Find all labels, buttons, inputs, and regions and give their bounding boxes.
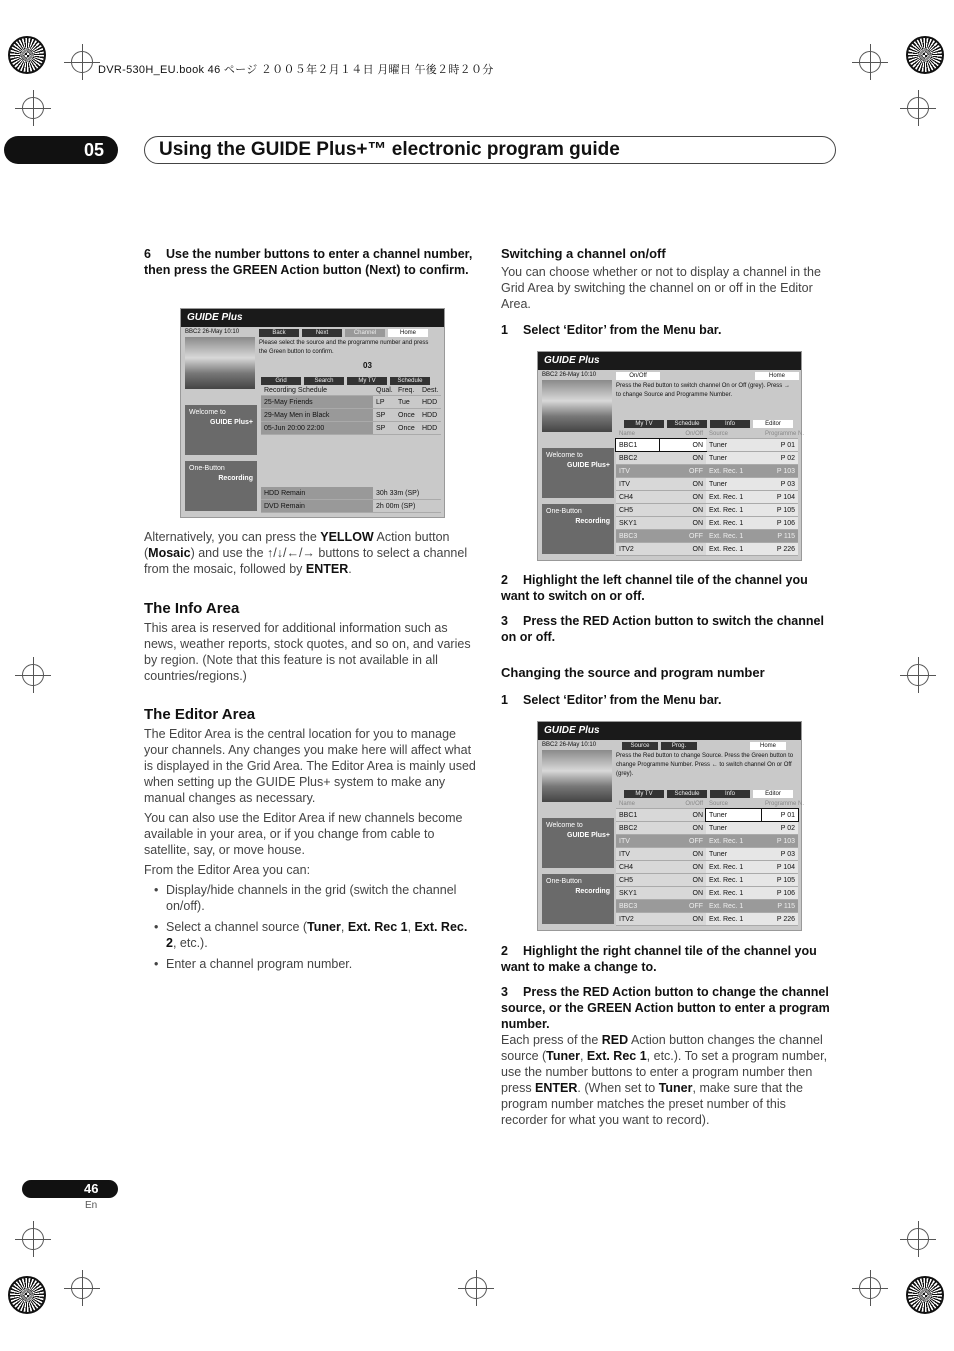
one-button-recording-tile[interactable]: One-Button Recording <box>542 504 614 554</box>
table-row[interactable]: CH5 ON Ext. Rec. 1 P 105 <box>616 874 798 887</box>
table-row[interactable]: SKY1 ON Ext. Rec. 1 P 106 <box>616 887 798 900</box>
table-row[interactable]: ITV2 ON Ext. Rec. 1 P 226 <box>616 543 798 556</box>
guide-screenshot-editor-onoff <box>537 351 805 561</box>
tab-schedule[interactable]: Schedule <box>390 377 430 385</box>
tab-home[interactable]: Home <box>388 329 428 337</box>
registration-wheel <box>8 1276 46 1314</box>
tab-next[interactable]: Next <box>302 329 342 337</box>
guide-plus-logo: GUIDE Plus <box>544 725 600 736</box>
tab-info[interactable]: Info <box>710 420 750 428</box>
table-row[interactable]: 25-May Friends LP Tue HDD <box>261 396 441 409</box>
tab-grid[interactable]: Grid <box>261 377 301 385</box>
channel-editor-table: Name On/Off Source Programme N. BBC1 ON Tuner P 01 BBC2 ON Tuner P 02 ITV OFF Ext. Rec. 1 P 103 ITV ON Tuner P 03 CH4 ON Ext. Rec. 1 P 104 CH5 ON Ext. Rec. 1 P 105 SKY1 ON Ext. Rec. 1 P 106 BBC3 OFF Ext. Rec. 1 P 115 ITV2 ON Ext. Rec. 1 P 226 <box>616 800 798 926</box>
one-button-recording-tile[interactable]: One-Button Recording <box>185 461 257 511</box>
tab-info[interactable]: Info <box>710 790 750 798</box>
table-row[interactable]: BBC2 ON Tuner P 02 <box>616 822 798 835</box>
tab-editor[interactable]: Editor <box>753 420 793 428</box>
grid-tabs <box>261 377 430 385</box>
tab-prog[interactable]: Prog. <box>661 742 697 750</box>
left-column <box>144 246 478 278</box>
registration-wheel <box>8 36 46 74</box>
table-row[interactable]: ITV ON Tuner P 03 <box>616 848 798 861</box>
channel-number-entry[interactable]: 03 <box>363 361 372 370</box>
table-row[interactable]: ITV OFF Ext. Rec. 1 P 103 <box>616 465 798 478</box>
list-item: • Display/hide channels in the grid (switch the channel on/off). <box>144 882 478 914</box>
change-section: Changing the source and program number 1 Select ‘Editor’ from the Menu bar. <box>501 665 765 707</box>
table-row[interactable]: BBC1 ON Tuner P 01 <box>616 439 798 452</box>
info-area-section: The Info Area This area is reserved for additional information such as news, weather reports, stock quotes, and so on, and varies by region. (Note that this feature is not available in all countries/regions.) <box>144 601 478 684</box>
table-row[interactable]: BBC1 ON Tuner P 01 <box>616 809 798 822</box>
channel-editor-table: Name On/Off Source Programme N. BBC1 ON Tuner P 01 BBC2 ON Tuner P 02 ITV OFF Ext. Rec. 1 P 103 ITV ON Tuner P 03 CH4 ON Ext. Rec. 1 P 104 CH5 ON Ext. Rec. 1 P 105 SKY1 ON Ext. Rec. 1 P 106 BBC3 OFF Ext. Rec. 1 P 115 ITV2 ON Ext. Rec. 1 P 226 <box>616 430 798 556</box>
table-row[interactable]: ITV OFF Ext. Rec. 1 P 103 <box>616 835 798 848</box>
tab-mytv[interactable]: My TV <box>624 790 664 798</box>
crosshair-mark <box>859 51 881 73</box>
crosshair-mark <box>71 1277 93 1299</box>
editor-area-heading: The Editor Area <box>144 706 256 723</box>
tab-mytv[interactable]: My TV <box>624 420 664 428</box>
chapter-title: Using the GUIDE Plus+™ electronic program guide <box>144 136 836 164</box>
tab-home[interactable]: Home <box>750 742 786 750</box>
page-number: 46 <box>22 1180 118 1198</box>
tab-onoff[interactable]: On/Off <box>616 372 660 380</box>
menu-bar <box>259 329 428 337</box>
table-row[interactable]: SKY1 ON Ext. Rec. 1 P 106 <box>616 517 798 530</box>
tab-editor[interactable]: Editor <box>753 790 793 798</box>
tab-channel[interactable]: Channel <box>345 329 385 337</box>
welcome-tile[interactable]: Welcome to GUIDE Plus+ <box>542 448 614 498</box>
list-item: • Enter a channel program number. <box>144 956 478 972</box>
remaining-table: HDD Remain 30h 33m (SP) DVD Remain 2h 00m (SP) <box>261 487 441 513</box>
editor-area-section: The Editor Area The Editor Area is the central location for you to manage your channels. Any changes you make here will affect what is displayed in the Grid Area. The Editor Area is mainly used when setting up the GUIDE Plus+ system to make any manual changes as necessary. You can also use the Editor Area if new channels become available in your area, or if you change from cable to satellite, say, or move house. From the Editor Area you can: • Display/hide channels in the grid (switch the channel on/off). • Select a channel source (Tuner, Ext. Rec 1, Ext. Rec. 2, etc.). • Enter a channel program number. <box>144 707 478 977</box>
tab-schedule[interactable]: Schedule <box>667 790 707 798</box>
table-row[interactable]: BBC3 OFF Ext. Rec. 1 P 115 <box>616 900 798 913</box>
language-label: En <box>85 1200 98 1211</box>
step-6: 6 Use the number buttons to enter a channel number, then press the GREEN Action button (Next) to confirm. <box>144 247 473 277</box>
table-row[interactable]: 05-Jun 20:00 22:00 SP Once HDD <box>261 422 441 435</box>
preview-image <box>542 380 612 432</box>
tab-mytv[interactable]: My TV <box>347 377 387 385</box>
tab-back[interactable]: Back <box>259 329 299 337</box>
channel-info: BBC2 26-May 10:10 <box>542 372 597 378</box>
instruction-text: Please select the source and the programme number and press the Green button to confirm. <box>259 340 429 355</box>
table-row[interactable]: CH4 ON Ext. Rec. 1 P 104 <box>616 861 798 874</box>
registration-wheel <box>906 36 944 74</box>
crosshair-mark <box>22 97 44 119</box>
channel-info: BBC2 26-May 10:10 <box>185 329 240 335</box>
recording-table: Recording Schedule Qual. Freq. Dest. 25-May Friends LP Tue HDD 29-May Men in Black SP Once HDD 05-Jun 20:00 22:00 SP Once HDD <box>261 386 441 435</box>
tab-schedule[interactable]: Schedule <box>667 420 707 428</box>
guide-screenshot-editor-source <box>537 721 805 931</box>
crosshair-mark <box>465 1277 487 1299</box>
tab-search[interactable]: Search <box>304 377 344 385</box>
table-row[interactable]: 29-May Men in Black SP Once HDD <box>261 409 441 422</box>
instruction-text: Press the Red button to switch channel On or Off (grey). Press → to change Source and Programme Number. <box>616 383 790 398</box>
tab-source[interactable]: Source <box>622 742 658 750</box>
table-row[interactable]: ITV ON Tuner P 03 <box>616 478 798 491</box>
editor-tabs <box>624 790 793 798</box>
crosshair-mark <box>22 1228 44 1250</box>
preview-image <box>542 750 612 802</box>
guide-screenshot-recording <box>180 308 445 518</box>
switch-section: Switching a channel on/off You can choose whether or not to display a channel in the Grid Area by switching the channel on or off in the Editor Area. 1 Select ‘Editor’ from the Menu bar. <box>501 246 821 337</box>
crosshair-mark <box>71 51 93 73</box>
editor-tabs <box>624 420 793 428</box>
instruction-text: Press the Red button to change Source. Press the Green button to change Programme Number. Press ← to switch channel On or Off (grey). <box>616 753 794 777</box>
menu-bar <box>616 372 799 380</box>
list-item: • Select a channel source (Tuner, Ext. Rec 1, Ext. Rec. 2, etc.). <box>144 919 478 951</box>
switch-steps: 2 Highlight the left channel tile of the channel you want to switch on or off. 3 Press the RED Action button to switch the channel on or off. <box>501 573 824 644</box>
alternative-text: Alternatively, you can press the YELLOW Action button (Mosaic) and use the ↑/↓/←/→ buttons to select a channel from the mosaic, followed by ENTER. <box>144 530 468 576</box>
info-area-heading: The Info Area <box>144 600 240 617</box>
registration-wheel <box>906 1276 944 1314</box>
guide-plus-logo: GUIDE Plus <box>187 312 243 323</box>
table-row[interactable]: BBC3 OFF Ext. Rec. 1 P 115 <box>616 530 798 543</box>
crosshair-mark <box>907 97 929 119</box>
crosshair-mark <box>907 664 929 686</box>
welcome-tile[interactable]: Welcome to GUIDE Plus+ <box>185 405 257 455</box>
book-file-line: DVR-530H_EU.book 46 ページ ２００５年２月１４日 月曜日 午後２時２０分 <box>98 64 494 76</box>
table-row[interactable]: ITV2 ON Ext. Rec. 1 P 226 <box>616 913 798 926</box>
table-row[interactable]: BBC2 ON Tuner P 02 <box>616 452 798 465</box>
tab-home[interactable]: Home <box>755 372 799 380</box>
change-steps: 2 Highlight the right channel tile of the channel you want to make a change to. 3 Press the RED Action button to change the channel source, or the GREEN Action button to enter a program number. Each press of the RED Action button changes the channel source (Tuner, Ext. Rec 1, etc.). To set a program number, use the number buttons to enter a program number then press ENTER. (When set to Tuner, make sure that the program number matches the preset number of this recorder for what you want to record). <box>501 944 830 1127</box>
menu-bar <box>622 742 786 750</box>
table-row[interactable]: CH4 ON Ext. Rec. 1 P 104 <box>616 491 798 504</box>
crosshair-mark <box>859 1277 881 1299</box>
one-button-recording-tile[interactable]: One-Button Recording <box>542 874 614 924</box>
crosshair-mark <box>22 664 44 686</box>
channel-info: BBC2 26-May 10:10 <box>542 742 597 748</box>
preview-image <box>185 337 255 389</box>
chapter-number: 05 <box>4 136 118 164</box>
guide-plus-logo: GUIDE Plus <box>544 355 600 366</box>
welcome-tile[interactable]: Welcome to GUIDE Plus+ <box>542 818 614 868</box>
crosshair-mark <box>907 1228 929 1250</box>
table-row[interactable]: CH5 ON Ext. Rec. 1 P 105 <box>616 504 798 517</box>
